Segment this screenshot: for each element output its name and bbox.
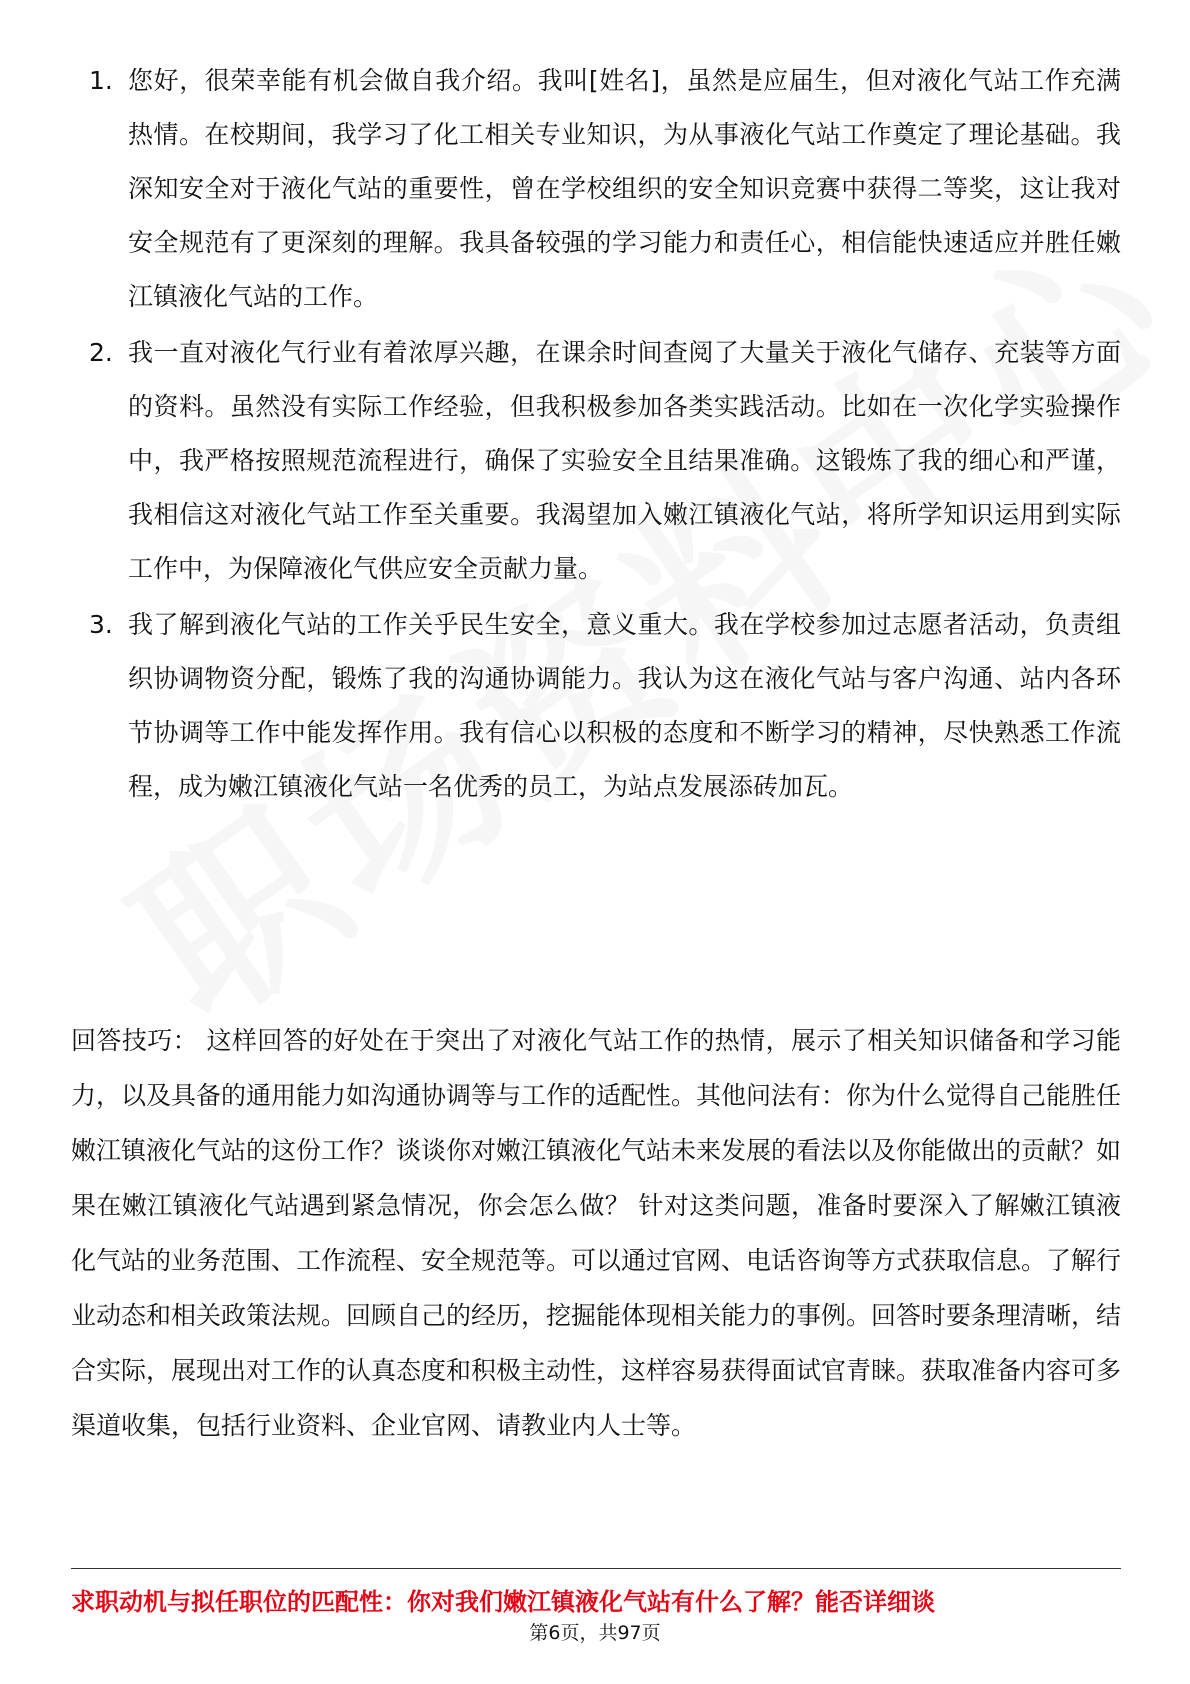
answer-text: 您好，很荣幸能有机会做自我介绍。我叫[姓名]，虽然是应届生，但对液化气站工作充满热情。在校期间，我学习了化工相关专业知识，为从事液化气站工作奠定了理论基础。我深知安全对于液化气站的重要性，曾在学校组织的安全知识竞赛中获得二等奖，这让我对安全规范有了更深刻的理解。我具备较强的学习能力和责任心，相信能快速适应并胜任嫩江镇液化气站的工作。	[128, 66, 1121, 311]
section-divider	[71, 1568, 1121, 1569]
answer-list	[71, 54, 1121, 816]
answer-number: 2.	[89, 338, 113, 367]
answer-item-2	[71, 326, 1121, 596]
answer-text: 我了解到液化气站的工作关乎民生安全，意义重大。我在学校参加过志愿者活动，负责组织协调物资分配，锻炼了我的沟通协调能力。我认为这在液化气站与客户沟通、站内各环节协调等工作中能发挥作用。我有信心以积极的态度和不断学习的精神，尽快熟悉工作流程，成为嫩江镇液化气站一名优秀的员工，为站点发展添砖加瓦。	[128, 610, 1121, 801]
answer-number: 1.	[89, 66, 113, 95]
answer-tips-paragraph: 回答技巧： 这样回答的好处在于突出了对液化气站工作的热情，展示了相关知识储备和学习能力，以及具备的通用能力如沟通协调等与工作的适配性。其他问法有：你为什么觉得自己能胜任嫩江镇液化气站的这份工作？谈谈你对嫩江镇液化气站未来发展的看法以及你能做出的贡献？如果在嫩江镇液化气站遇到紧急情况，你会怎么做？ 针对这类问题，准备时要深入了解嫩江镇液化气站的业务范围、工作流程、安全规范等。可以通过官网、电话咨询等方式获取信息。了解行业动态和相关政策法规。回顾自己的经历，挖掘能体现相关能力的事例。回答时要条理清晰，结合实际，展现出对工作的认真态度和积极主动性，这样容易获得面试官青睐。获取准备内容可多渠道收集，包括行业资料、企业官网、请教业内人士等。	[71, 1026, 1122, 1440]
answer-item-1	[71, 54, 1121, 324]
page-number: 第6页，共97页	[529, 1622, 661, 1644]
answer-number: 3.	[89, 610, 113, 639]
answer-text: 我一直对液化气行业有着浓厚兴趣，在课余时间查阅了大量关于液化气储存、充装等方面的资料。虽然没有实际工作经验，但我积极参加各类实践活动。比如在一次化学实验操作中，我严格按照规范流程进行，确保了实验安全且结果准确。这锻炼了我的细心和严谨，我相信这对液化气站工作至关重要。我渴望加入嫩江镇液化气站，将所学知识运用到实际工作中，为保障液化气供应安全贡献力量。	[128, 338, 1121, 583]
next-question-heading: 求职动机与拟任职位的匹配性：你对我们嫩江镇液化气站有什么了解？能否详细谈	[71, 1588, 935, 1616]
answer-item-3	[71, 598, 1121, 814]
